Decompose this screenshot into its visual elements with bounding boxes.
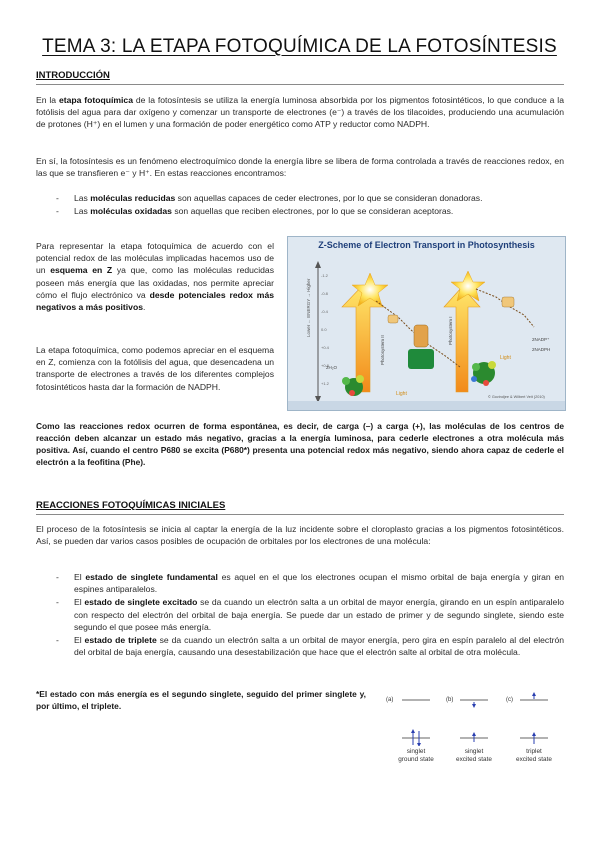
state-tag-c: (c) (506, 697, 513, 703)
light-label-psi: Light (500, 355, 511, 361)
bold-term: moléculas oxidadas (90, 206, 172, 217)
energy-note: *El estado con más energía es el segundo singlete, seguido del primer singlete y, por último, el triplete. (36, 689, 366, 711)
label-line: excited state (456, 755, 492, 763)
psii-label: Photosystem II (380, 335, 385, 365)
text-run: En la (36, 95, 59, 105)
section-heading-introduccion: INTRODUCCIÓN (36, 70, 110, 81)
page-title: TEMA 3: LA ETAPA FOTOQUÍMICA DE LA FOTOSÍNTESIS (42, 36, 557, 57)
state-tag-a: (a) (386, 697, 394, 703)
bold-term: estado de triplete (84, 635, 157, 646)
figure-title: Z-Scheme of Electron Transport in Photosynthesis (318, 240, 535, 250)
intro-paragraph-2: En sí, la fotosíntesis es un fenómeno electroquímico donde la energía libre se libera de forma controlada a través de reacciones redox, en las que se transfieren e⁻ y H⁺. En estas reacciones encontramos: (36, 156, 564, 179)
list-item (56, 205, 564, 217)
text-run: Las (74, 193, 91, 203)
z-scheme-diagram (288, 237, 565, 410)
text-run: se da cuando un electrón salta a un orbital de mayor energía, pero gira en espín paralelo al del electrón del orbital de baja energía, causando una desestabilización que hace que el electrón salte al orbital de otra molécula. (74, 635, 565, 658)
intro-paragraph-4: La etapa fotoquímica, como podemos apreciar en el esquema en Z, comienza con la fotólisis del agua, que desencadena un transporte de electrones a través de los diferentes complejos fotosintéticos hasta dar la formación de NADPH. (36, 345, 274, 392)
state-label-singlet-excited (446, 748, 502, 763)
psi-label: Photosystem I (448, 316, 453, 345)
bold-term: estado de singlete excitado (84, 597, 198, 608)
states-bullet-list (56, 571, 564, 659)
section-heading-reacciones: REACCIONES FOTOQUÍMICAS INICIALES (36, 500, 226, 511)
bold-term: estado de singlete fundamental (85, 572, 218, 582)
svg-text:0.0: 0.0 (321, 327, 327, 332)
nadph-label: 2NADPH (532, 347, 551, 352)
bold-term: desde potenciales redox más negativos a más positivos (36, 289, 275, 313)
list-item (56, 596, 564, 633)
svg-text:-0.4: -0.4 (321, 309, 328, 314)
text-run: se da cuando un electrón salta a un orbital de mayor energía, girando en un espín antiparalelo con respecto del electrón del orbital de baja energía. Se puede dar un estado de primer y de segundo singlete, siendo este segundo el que posee más energía. (74, 597, 565, 632)
text-run: Para representar la etapa fotoquímica de acuerdo con el potencial redox de las moléculas implicadas hacemos uso de un (36, 241, 274, 276)
psii-antenna-cluster (342, 375, 364, 396)
bold-term: esquema en Z (50, 265, 113, 276)
nadp-label: 2NADP⁺ (532, 337, 550, 342)
label-line: triplet (526, 748, 542, 755)
text-run: . (142, 302, 146, 313)
intro-paragraph-1 (36, 94, 564, 131)
label-line: singlet (406, 748, 426, 755)
state-tag-b: (b) (446, 697, 454, 703)
electron-path-psi-to-nadp (476, 289, 534, 327)
cytochrome-complex (414, 325, 428, 347)
state-label-triplet-excited (506, 748, 562, 763)
text-run: de la fotosíntesis se utiliza la energía luminosa absorbida por los pigmentos fotosintéticos, lo que conduce a la fotólisis del agua para dar oxígeno y comenzar un transporte de electrones (e⁻) a través de los tilacoides, produciendo una acumulación de protones (H⁺) en el lumen y una formación de poder energético como ATP y reductor como NADPH. (36, 95, 564, 130)
list-item (56, 192, 564, 204)
text-run: ya que, como las moléculas reducidas poseen más energía que las oxidadas, nos permite apreciar cómo el flujo electrónico va (36, 265, 274, 300)
y-axis-label: Lower ← ENERGY → Higher (306, 278, 311, 337)
svg-text:-0.8: -0.8 (321, 291, 328, 296)
label-line: excited state (516, 755, 552, 763)
section-divider (36, 84, 564, 85)
water-label: 2H₂O (326, 365, 337, 370)
z-scheme-figure (287, 236, 566, 411)
psi-antenna-cluster (471, 361, 496, 386)
svg-text:-1.2: -1.2 (321, 273, 328, 278)
text-run: son aquellas que reciben electrones, por lo que se consideran aceptoras. (171, 206, 454, 217)
text-run: Las (74, 206, 91, 217)
label-line: singlet (464, 748, 484, 755)
bold-term: etapa fotoquímica (58, 95, 133, 105)
list-item (56, 634, 564, 658)
orbital-states-diagram (384, 686, 564, 766)
svg-text:+0.8: +0.8 (321, 363, 329, 368)
orbital-levels-svg (384, 686, 564, 746)
state-label-ground (388, 748, 444, 763)
list-item (56, 571, 564, 595)
redox-bullet-list (56, 192, 564, 218)
light-label-psii: Light (396, 391, 407, 397)
text-run: es aquel en el que los electrones ocupan el mismo orbital de baja energía y giran en espines antiparalelos. (74, 572, 564, 595)
intro-paragraph-3 (36, 240, 274, 313)
section-divider (36, 514, 564, 515)
text-run: El (74, 597, 85, 608)
label-line: ground state (398, 755, 434, 763)
text-run: son aquellas capaces de ceder electrones, por lo que se consideran donadoras. (175, 193, 483, 203)
text-run: El (74, 572, 86, 582)
svg-text:+0.4: +0.4 (321, 345, 329, 350)
redox-bold-paragraph: Como las reacciones redox ocurren de forma espontánea, es decir, de carga (–) a carga (+), las moléculas de los centros de reacción deben alcanzar un estado más negativo, gracias a la energía luminosa, para cederle electrones a otra molécula más positiva. Así, cuando el centro P680 se excita (P680*) presenta una potencial redox más negativo, siendo ahora capaz de cederle el electrón a la feofitina (Phe). (36, 421, 564, 467)
figure-credit: © Govindjee & Wilbert Veit (2010) (488, 395, 545, 399)
svg-text:+1.2: +1.2 (321, 381, 329, 386)
cytochrome-b6f-block (408, 349, 434, 369)
text-run: El (74, 635, 85, 646)
reacciones-paragraph-1: El proceso de la fotosíntesis se inicia al captar la energía de la luz incidente sobre el cloroplasto gracias a los pigmentos fotosintéticos. Así, se pueden dar varios casos posibles de ocupación de orbitales por los electrones de una molécula: (36, 524, 564, 547)
bold-term: moléculas reducidas (90, 193, 176, 203)
